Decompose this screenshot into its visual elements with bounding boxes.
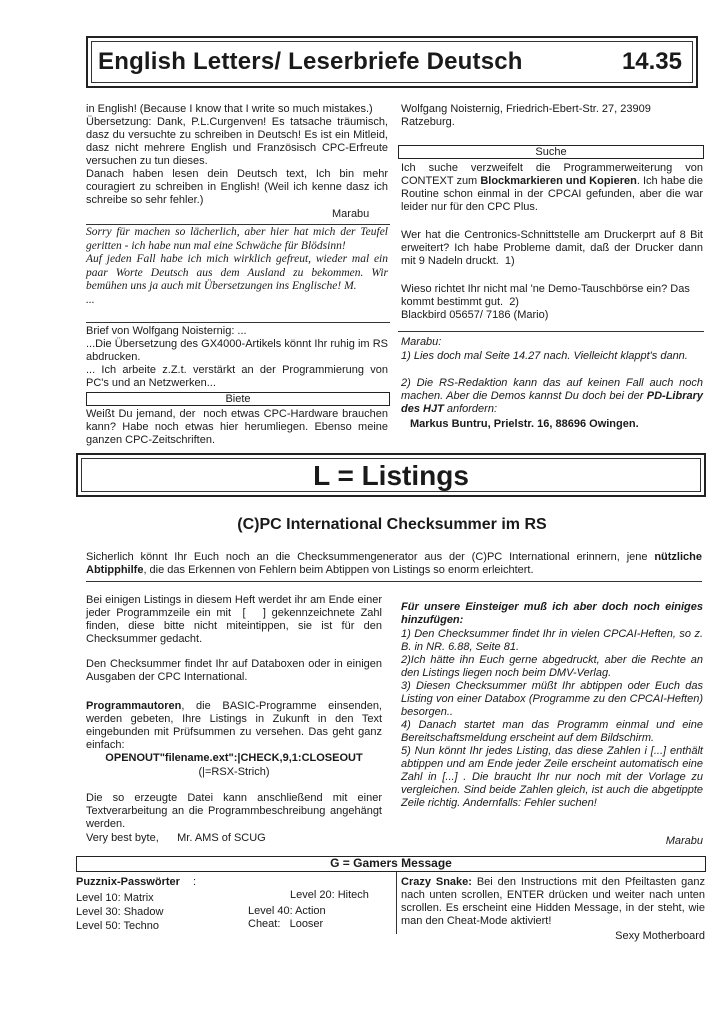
biete-label-box <box>86 392 390 406</box>
crazy-signature: Sexy Motherboard <box>615 930 705 942</box>
column-divider <box>396 872 397 934</box>
listings-p2: Den Checksummer findet Ihr auf Databoxen oder in einigen Ausgaben der CPC International. <box>86 658 385 683</box>
answer-2-end: anfordern: <box>443 403 497 415</box>
header-box <box>86 36 698 88</box>
answer-label: Marabu: <box>401 336 442 348</box>
crazy-heading: Crazy Snake: <box>401 876 472 888</box>
answer-1: 1) Lies doch mal Seite 14.27 nach. Vielleicht klappt's dann. <box>401 350 688 362</box>
gamers-label: G = Gamers Message <box>330 856 452 870</box>
divider <box>86 322 390 323</box>
divider <box>398 331 704 332</box>
suche-bold: Blockmarkieren und Kopieren <box>480 175 637 187</box>
signature-marabu: Marabu <box>332 208 370 220</box>
intro-text-end: , die das Erkennen von Fehlern beim Abtippen von Listings so enorm erleichtert. <box>143 564 534 576</box>
signature-marabu-2: Marabu <box>665 835 703 847</box>
page-title: English Letters/ Leserbriefe Deutsch <box>98 48 523 75</box>
address-noisternig: Wolfgang Noisternig, Friedrich-Ebert-Str. 27, 23909 Ratzeburg. <box>401 103 654 128</box>
level-item: Level 10: Matrix <box>76 892 154 904</box>
einsteiger-list: 1) Den Checksummer findet Ihr in vielen CPCAI-Heften, so z. B. in NR. 6.88, Seite 81. 2)Ich hätte ihn Euch gerne abgedruckt, aber die Rechte an den Listings liegen noch beim DMV-Verlag. 3) Diesen Checksummer müßt Ihr abtippen oder Euch das Listing von einer Databox (Programme zu den CPCAI-Heften) besorgen.. 4) Danach startet man das Programm einmal und eine Bereitschaftsmeldung erscheint auf dem Bildschirm. 5) Nun könnt Ihr jedes Listing, das diese Zahlen i [...] enthält abtippen und am Ende jeder Zeile erscheint automatisch eine Zahl in [...] . Die braucht Ihr nur noch mit der Vorlage zu vergleichen. Sind beide Zahlen gleich, ist auch die abgetippte Zeile richtig. Andernfalls: Fehler suchen! <box>401 628 703 809</box>
level-item: Level 30: Shadow <box>76 906 164 918</box>
gamers-bar <box>76 856 706 872</box>
question-centronics: Wer hat die Centronics-Schnittstelle am Druckerprt auf 8 Bit erweitert? Ich habe Probleme damit, daß der Drucker dann mit 9 Nadeln druckt. 1) <box>401 229 707 267</box>
listings-p3-text: , die BASIC-Programme einsenden, werden gebeten, Ihre Listings in Zukunft in den Text eingebunden mit Prüfsummen zu versehen. Das geht ganz einfach: <box>86 700 386 751</box>
intro-text: Sicherlich könnt Ihr Euch noch an die Checksummengenerator aus der (C)PC International erinnern, jene <box>86 551 655 563</box>
listings-p4: Die so erzeugte Datei kann anschließend mit einer Textverarbeitung an die Programmbeschreibung angehängt werden. <box>86 792 386 830</box>
intro-bold: nützliche Abtipphilfe <box>86 551 705 576</box>
colon: : <box>193 876 197 888</box>
listings-p1: Bei einigen Listings in diesem Heft werdet ihr am Ende einer jeder Programmzeile ein mit [ ] gekennzeichnete Zahl finden, diese bitte nicht miteintippen, sie ist für den Checksummer gedacht. <box>86 594 386 645</box>
question-demo: Wieso richtet Ihr nicht mal 'ne Demo-Tauschbörse ein? Das kommt bestimmt gut. 2) Blackbird 05657/ 7186 (Mario) <box>401 283 690 321</box>
code-line: OPENOUT"filename.ext":|CHECK,9,1:CLOSEOUT <box>105 752 363 764</box>
programmautoren: Programmautoren <box>86 700 182 712</box>
section-title: L = Listings <box>313 460 469 491</box>
answer-2-text: 2) Die RS-Redaktion kann das auf keinen Fall auch noch machen. Aber die Demos kannst Du doch bei der <box>401 377 707 402</box>
suche-text-end: . Ich habe die Routine schon einmal in der CPCAI gefunden, aber die war leider nur für den CPC Plus. <box>401 175 707 213</box>
divider <box>86 581 702 582</box>
crazy-body: Bei den Instructions mit den Pfeiltasten ganz nach unten scrollen, ENTER drücken und weiter nach unten scrollen. Es erscheint eine Hidden Message, in der steht, wie man den Cheat-Mode aktiviert! <box>401 876 709 927</box>
listings-intro <box>86 551 705 577</box>
answer-address: Markus Buntru, Prielstr. 16, 88696 Owingen. <box>410 418 639 430</box>
level-item: Cheat: Looser <box>248 918 324 930</box>
level-item: Level 40: Action <box>248 905 326 917</box>
suche-body <box>401 162 707 214</box>
crazy-snake <box>401 876 709 928</box>
divider <box>86 224 390 225</box>
puzznix-heading: Puzznix-Passwörter <box>76 876 180 888</box>
einsteiger-lead: Für unsere Einsteiger muß ich aber doch noch einiges hinzufügen: <box>401 601 707 626</box>
closing-line: Very best byte, Mr. AMS of SCUG <box>86 832 266 844</box>
answer-2 <box>401 377 707 416</box>
page-number: 14.35 <box>621 48 682 75</box>
letter-body: ...Die Übersetzung des GX4000-Artikels könnt Ihr ruhig im RS abdrucken. ... Ich arbeite z.Z.t. verstärkt an der Programmierung von PC's und an Netzwerken... <box>86 338 388 389</box>
letter-heading: Brief von Wolfgang Noisternig: ... <box>86 325 247 337</box>
reply-italic: Sorry für machen so lächerlich, aber hier hat mich der Teufel geritten - ich habe nun mal eine Schwäche für Blödsinn! Auf jeden Fall habe ich mich wirklich gefreut, wieder mal ein paar Worte Deutsch aus dem Ausland zu bekommen. Wir bemühen uns ja auch mit Übersetzungen ins Englische! M. ... <box>86 226 388 306</box>
pd-library: PD-Library des HJT <box>401 390 707 415</box>
suche-label-box <box>398 145 704 159</box>
suche-text: Ich suche verzweifelt die Programmerweiterung von CONTEXT zum <box>401 162 707 187</box>
listings-banner <box>76 453 706 497</box>
biete-body: Weißt Du jemand, der noch etwas CPC-Hardware brauchen kann? Habe noch etwas hier herumliegen. Ebenso meine ganzen CPC-Zeitschriften. <box>86 408 392 446</box>
biete-label: Biete <box>225 393 251 405</box>
level-item: Level 50: Techno <box>76 920 159 932</box>
letter-english: in English! (Because I know that I write so much mistakes.) Übersetzung: Dank, P.L.Curgenven! Es tatsache träumisch, dasz du versuchte zu schreiben in Deutsch! Es ist ein Mitleid, dasz nicht mehrere English und Französisch CPC-Erfreute versuchen zu tun dieses. Danach haben lesen dein Deutsch text, Ich bin mehr couragiert zu schreiben in English! (Weil ich kenne dasz ich schreibe so sehr fehler.) <box>86 103 388 206</box>
level-item: Level 20: Hitech <box>290 889 369 901</box>
code-note: (|=RSX-Strich) <box>198 766 270 778</box>
listings-p3 <box>86 700 386 752</box>
section-subtitle: (C)PC International Checksummer im RS <box>237 516 547 533</box>
suche-label: Suche <box>535 146 567 158</box>
